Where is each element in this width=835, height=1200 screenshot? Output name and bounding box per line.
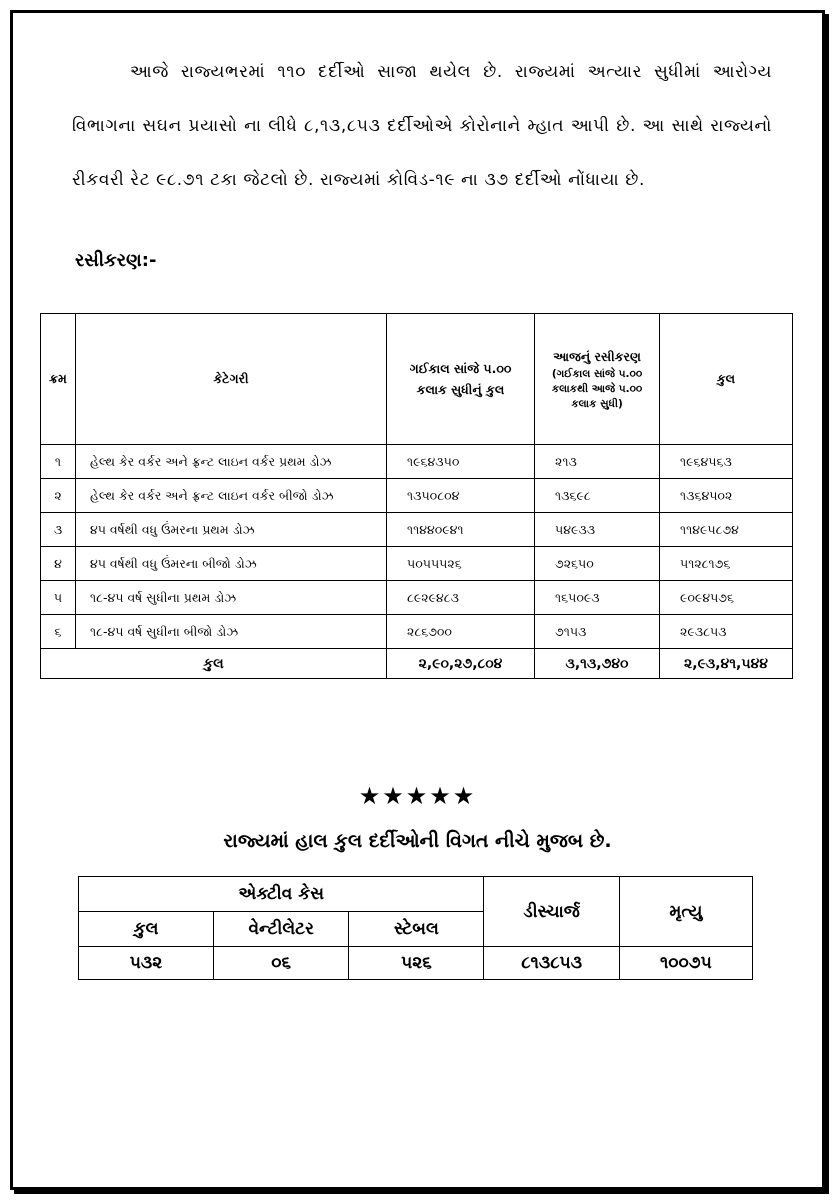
row-total: ૧૩૬૪૫૦૨ (660, 479, 793, 513)
header-today-detail: (ગઈકાલ સાંજે ૫.૦૦ કલાકથી આજે ૫.૦૦ કલાક સુધી) (551, 368, 643, 410)
row-total: ૧૧૪૯૫૮૭૪ (660, 513, 793, 547)
status-title: રાજ્યમાં હાલ કુલ દર્દીઓની વિગત નીચે મુજબ છે. (223, 830, 612, 852)
header-serial: ક્રમ (41, 314, 76, 445)
row-serial: ૫ (41, 581, 76, 615)
row-serial: ૨ (41, 479, 76, 513)
header-today-main: આજનું રસીકરણ (553, 349, 641, 364)
row-today: ૫૪૯૩૩ (535, 513, 660, 547)
case-values-row (79, 947, 753, 980)
header-category: કેટેગરી (76, 314, 387, 445)
table-row (41, 513, 793, 547)
table-row (41, 445, 793, 479)
header-discharged: ડીસ્ચાર્જ (484, 877, 619, 947)
value-ventilator: ૦૬ (214, 947, 349, 980)
row-until-yesterday: ૮૯૨૯૪૮૩ (387, 581, 535, 615)
header-total: કુલ (660, 314, 793, 445)
row-total: ૫૧૨૮૧૭૬ (660, 547, 793, 581)
header-until-yesterday-text: ગઈકાલ સાંજે ૫.૦૦ કલાક સુધીનું કુલ (409, 361, 512, 397)
row-until-yesterday: ૧૩૫૦૮૦૪ (387, 479, 535, 513)
total-until-yesterday: ૨,૯૦,૨૭,૮૦૪ (387, 649, 535, 679)
value-deaths: ૧૦૦૭૫ (619, 947, 752, 980)
row-until-yesterday: ૨૮૬૭૦૦ (387, 615, 535, 649)
row-total: ૧૯૬૪૫૬૩ (660, 445, 793, 479)
row-until-yesterday: ૧૯૬૪૩૫૦ (387, 445, 535, 479)
row-category: ૪૫ વર્ષથી વધુ ઉંમરના પ્રથમ ડોઝ (76, 513, 387, 547)
row-today: ૭૨૬૫૦ (535, 547, 660, 581)
vaccination-table (40, 313, 793, 679)
row-category: હેલ્થ કેર વર્કર અને ફ્રન્ટ લાઇન વર્કર બીજો ડોઝ (76, 479, 387, 513)
total-row (41, 649, 793, 679)
value-active-total: ૫૩૨ (79, 947, 214, 980)
row-category: હેલ્થ કેર વર્કર અને ફ્રન્ટ લાઇન વર્કર પ્રથમ ડોઝ (76, 445, 387, 479)
table-row (41, 615, 793, 649)
value-stable: ૫૨૬ (349, 947, 484, 980)
row-category: ૧૮-૪૫ વર્ષ સુધીના પ્રથમ ડોઝ (76, 581, 387, 615)
row-today: ૭૧૫૩ (535, 615, 660, 649)
row-until-yesterday: ૧૧૪૪૦૯૪૧ (387, 513, 535, 547)
row-total: ૨૯૩૮૫૩ (660, 615, 793, 649)
row-serial: ૩ (41, 513, 76, 547)
row-serial: ૬ (41, 615, 76, 649)
vaccination-header-row (41, 314, 793, 445)
row-serial: ૪ (41, 547, 76, 581)
header-active-cases: એક્ટીવ કેસ (79, 877, 484, 912)
header-stable: સ્ટેબલ (349, 912, 484, 947)
total-label: કુલ (41, 649, 387, 679)
row-serial: ૧ (41, 445, 76, 479)
table-row (41, 479, 793, 513)
header-ventilator: વેન્ટીલેટર (214, 912, 349, 947)
table-row (41, 547, 793, 581)
value-discharged: ૮૧૩૮૫૩ (484, 947, 619, 980)
total-today: ૩,૧૩,૭૪૦ (535, 649, 660, 679)
summary-paragraph (72, 45, 772, 207)
header-today (535, 314, 660, 445)
header-deaths: મૃત્યુ (619, 877, 752, 947)
header-active-total: કુલ (79, 912, 214, 947)
row-until-yesterday: ૫૦૫૫૫૨૬ (387, 547, 535, 581)
summary-text: આજે રાજ્યભરમાં ૧૧૦ દર્દીઓ સાજા થયેલ છે. રાજ્યમાં અત્યાર સુધીમાં આરોગ્ય વિભાગના સઘન પ્રયાસો ના લીધે ૮,૧૩,૮૫૩ દર્દીઓએ કોરોનાને મ્હાત આપી છે. આ સાથે રાજ્યનો રીકવરી રેટ ૯૮.૭૧ ટકા જેટલો છે. રાજ્યમાં કોવિડ-૧૯ ના ૩૭ દર્દીઓ નોંધાયા છે. (72, 62, 772, 190)
vaccination-heading: રસીકરણ:- (75, 250, 157, 271)
case-header-row-1 (79, 877, 753, 912)
row-total: ૯૦૯૪૫૭૬ (660, 581, 793, 615)
total-total: ૨,૯૩,૪૧,૫૪૪ (660, 649, 793, 679)
row-today: ૧૬૫૦૯૩ (535, 581, 660, 615)
case-status-table (78, 876, 753, 980)
row-category: ૧૮-૪૫ વર્ષ સુધીના બીજો ડોઝ (76, 615, 387, 649)
row-today: ૨૧૩ (535, 445, 660, 479)
header-until-yesterday (387, 314, 535, 445)
table-row (41, 581, 793, 615)
row-category: ૪૫ વર્ષથી વધુ ઉંમરના બીજો ડોઝ (76, 547, 387, 581)
row-today: ૧૩૬૯૮ (535, 479, 660, 513)
star-divider: ★★★★★ (358, 782, 477, 810)
